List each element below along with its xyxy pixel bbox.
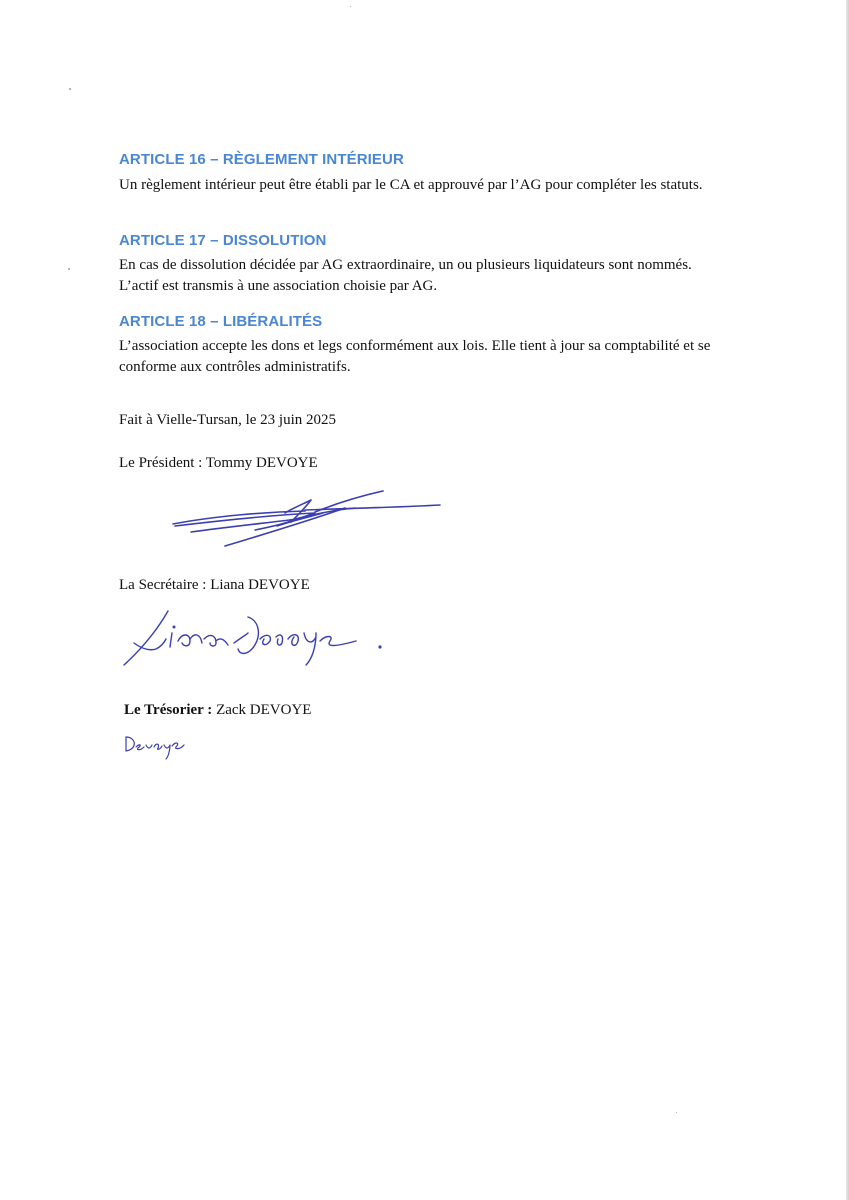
president-line: Le Président : Tommy DEVOYE bbox=[119, 455, 318, 471]
tresorier-name: Zack DEVOYE bbox=[212, 702, 312, 718]
scan-speck bbox=[350, 6, 351, 7]
tresorier-line bbox=[124, 702, 311, 719]
scan-speck bbox=[69, 88, 71, 90]
secretaire-line: La Secrétaire : Liana DEVOYE bbox=[119, 577, 310, 593]
article-17-text: En cas de dissolution décidée par AG extraordinaire, un ou plusieurs liquidateurs sont nommés. L’actif est transmis à une association choisie par AG. bbox=[119, 257, 692, 294]
tresorier-signature bbox=[122, 733, 194, 761]
tresorier-label: Le Trésorier : bbox=[124, 702, 213, 718]
article-17-heading: ARTICLE 17 – DISSOLUTION bbox=[119, 232, 327, 249]
president-signature bbox=[165, 486, 455, 558]
article-16-heading: ARTICLE 16 – RÈGLEMENT INTÉRIEUR bbox=[119, 151, 404, 168]
article-16-text: Un règlement intérieur peut être établi par le CA et approuvé par l’AG pour compléter les statuts. bbox=[119, 177, 703, 193]
place-date: Fait à Vielle-Tursan, le 23 juin 2025 bbox=[119, 412, 337, 428]
article-18-text: L’association accepte les dons et legs conformément aux lois. Elle tient à jour sa comptabilité et se conforme aux contrôles administratifs. bbox=[119, 338, 711, 375]
secretaire-signature bbox=[120, 603, 390, 671]
article-18-heading: ARTICLE 18 – LIBÉRALITÉS bbox=[119, 313, 323, 330]
scan-speck bbox=[68, 268, 70, 270]
scan-speck bbox=[676, 1112, 677, 1113]
